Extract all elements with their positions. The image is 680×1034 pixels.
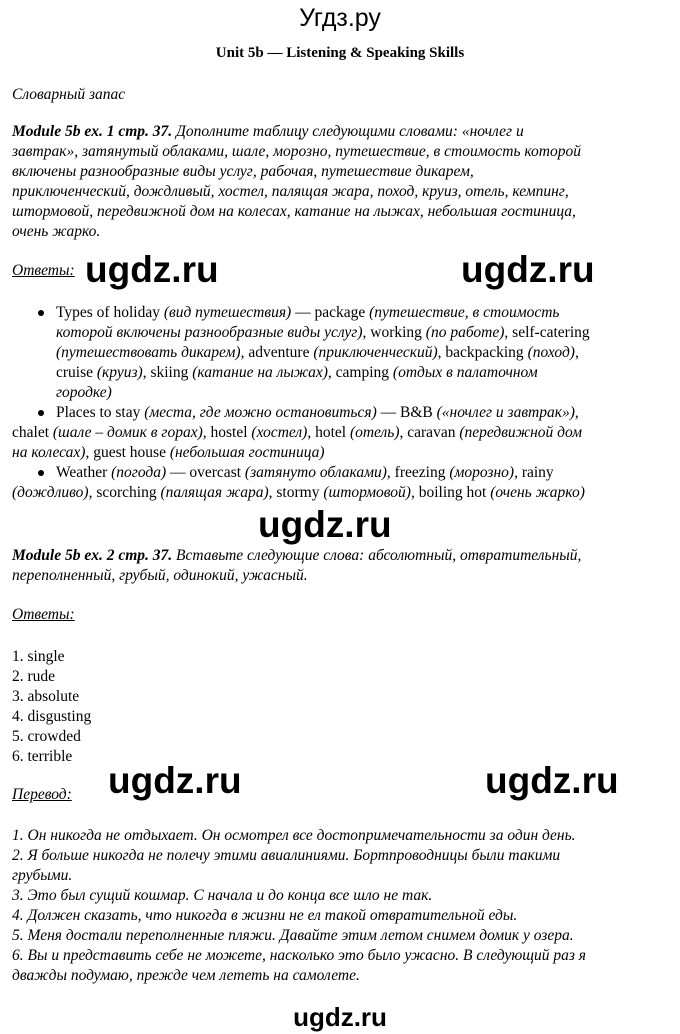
exercise-1-text-2: завтрак», затянутый облаками, шале, морозно, путешествие, в стоимость которой (12, 143, 581, 160)
bullet-text: — overcast (166, 464, 245, 481)
bullet-text: , freezing (386, 464, 450, 481)
bullet-text: , self-catering (504, 324, 590, 341)
bullet-text: , caravan (399, 424, 460, 441)
bullet-text: (морозно) (449, 464, 515, 481)
bullet-text: cruise (56, 364, 97, 381)
watermark: ugdz.ru (485, 760, 619, 801)
bullet-text: — B&B (376, 404, 437, 421)
answers-label: Ответы: (12, 262, 75, 279)
answer-bullets (12, 303, 672, 503)
translation-line: грубыми. (12, 867, 73, 884)
bullet-text: (палящая жара) (160, 484, 269, 501)
exercise-1-text-4: приключенческий, дождливый, хостел, палящая жара, поход, круиз, отель, кемпинг, (12, 183, 569, 200)
bullet-text: , backpacking (437, 344, 528, 361)
bullet-text: (катание на лыжах) (192, 364, 328, 381)
vocabulary-heading: Словарный запас (12, 86, 126, 103)
bullet-text: (места, где можно остановиться) (144, 404, 377, 421)
bullet-text: (отдых в палаточном (392, 364, 538, 381)
exercise-1-text-6: очень жарко. (12, 223, 101, 240)
bullet-text: , boiling hot (410, 484, 491, 501)
unit-title: Unit 5b — Listening & Speaking Skills (215, 45, 465, 61)
watermark: ugdz.ru (258, 504, 392, 545)
bullet-text: , guest house (85, 444, 170, 461)
bullet-icon (38, 410, 44, 416)
exercise-1-task (12, 122, 672, 242)
exercise-1-label: Module 5b ex. 1 стр. 37. (12, 123, 173, 140)
translation-text (12, 826, 672, 986)
bullet-text: — package (291, 304, 370, 321)
bullet-text: («ночлег и завтрак») (436, 404, 575, 421)
list-item: 1. single (12, 648, 65, 665)
bullet-text: (погода) (111, 464, 167, 481)
bullet-text: (вид путешествия) (163, 304, 292, 321)
watermark: ugdz.ru (108, 760, 242, 801)
list-item: 5. crowded (12, 728, 81, 745)
bullet-text: (по работе) (425, 324, 505, 341)
bullet-text: (шале – домик в горах) (52, 424, 203, 441)
bullet-text: (небольшая гостиница) (169, 444, 325, 461)
list-item: 2. rude (12, 668, 56, 685)
bullet-text: , (574, 344, 579, 361)
exercise-1-text-1: Дополните таблицу следующими словами: «ночлег и (172, 123, 524, 140)
translation-line: дважды подумаю, прежде чем лететь на самолете. (12, 967, 360, 984)
bullet-icon (38, 310, 44, 316)
site-title: Угдз.ру (299, 4, 381, 32)
bullet-text: , stormy (268, 484, 324, 501)
bullet-text: , scorching (88, 484, 161, 501)
bullet-text: , adventure (240, 344, 314, 361)
bullet-text: которой включены разнообразные виды услуг) (56, 324, 363, 341)
bullet-text: Types of holiday (56, 304, 164, 321)
exercise-2-text-2: переполненный, грубый, одинокий, ужасный. (12, 567, 308, 584)
list-item: 3. absolute (12, 688, 80, 705)
bullet-text: , camping (327, 364, 393, 381)
bullet-text: (круиз) (96, 364, 143, 381)
bullet-text: (хостел) (251, 424, 308, 441)
translation-line: 4. Должен сказать, что никогда в жизни не ел такой отвратительной еды. (12, 907, 518, 924)
bullet-text: (затянуто облаками) (244, 464, 387, 481)
exercise-1-text-5: штормовой, передвижной дом на колесах, катание на лыжах, небольшая гостиница, (12, 203, 576, 220)
exercise-2-text-1: Вставьте следующие слова: абсолютный, отвратительный, (172, 547, 582, 564)
answers-label: Ответы: (12, 606, 75, 623)
translation-line: 3. Это был сущий кошмар. С начала и до конца все шло не так. (12, 887, 433, 904)
bullet-text: , rainy (514, 464, 554, 481)
bullet-text: (дождливо) (12, 484, 89, 501)
bullet-text: Weather (56, 464, 112, 481)
bullet-text: , (574, 404, 579, 421)
bullet-icon (38, 470, 44, 476)
watermark: ugdz.ru (461, 249, 595, 290)
bullet-text: на колесах) (12, 444, 86, 461)
bullet-text: (отель) (349, 424, 400, 441)
translation-line: 2. Я больше никогда не полечу этими авиалиниями. Бортпроводницы были такими (12, 847, 561, 864)
bullet-text: chalet (12, 424, 53, 441)
bullet-text: (поход) (527, 344, 575, 361)
bullet-text: , hostel (202, 424, 252, 441)
bullet-text: (очень жарко) (490, 484, 585, 501)
bullet-text: , skiing (142, 364, 193, 381)
list-item: 4. disgusting (12, 708, 92, 725)
bullet-text: , hotel (307, 424, 350, 441)
bullet-text: городке) (56, 384, 112, 401)
bullet-text: (штормовой) (323, 484, 411, 501)
exercise-1-text-3: включены разнообразные виды услуг, рабочая, путешествие дикарем, (12, 163, 474, 180)
footer-watermark: ugdz.ru (293, 1002, 387, 1032)
answers-list (12, 647, 91, 767)
translation-label: Перевод: (12, 786, 72, 803)
bullet-text: (приключенческий) (313, 344, 438, 361)
watermark: ugdz.ru (85, 249, 219, 290)
bullet-text: (передвижной дом (459, 424, 583, 441)
bullet-text: (путешествие, в стоимость (369, 304, 560, 321)
exercise-2-task (12, 546, 672, 586)
bullet-text: Places to stay (56, 404, 145, 421)
bullet-text: , working (362, 324, 426, 341)
translation-line: 6. Вы и представить себе не можете, насколько это было ужасно. В следующий раз я (12, 947, 587, 964)
bullet-text: (путешествовать дикарем) (56, 344, 241, 361)
exercise-2-label: Module 5b ex. 2 стр. 37. (12, 547, 173, 564)
translation-line: 5. Меня достали переполненные пляжи. Давайте этим летом снимем домик у озера. (12, 927, 574, 944)
list-item: 6. terrible (12, 748, 73, 765)
translation-line: 1. Он никогда не отдыхает. Он осмотрел все достопримечательности за один день. (12, 827, 576, 844)
